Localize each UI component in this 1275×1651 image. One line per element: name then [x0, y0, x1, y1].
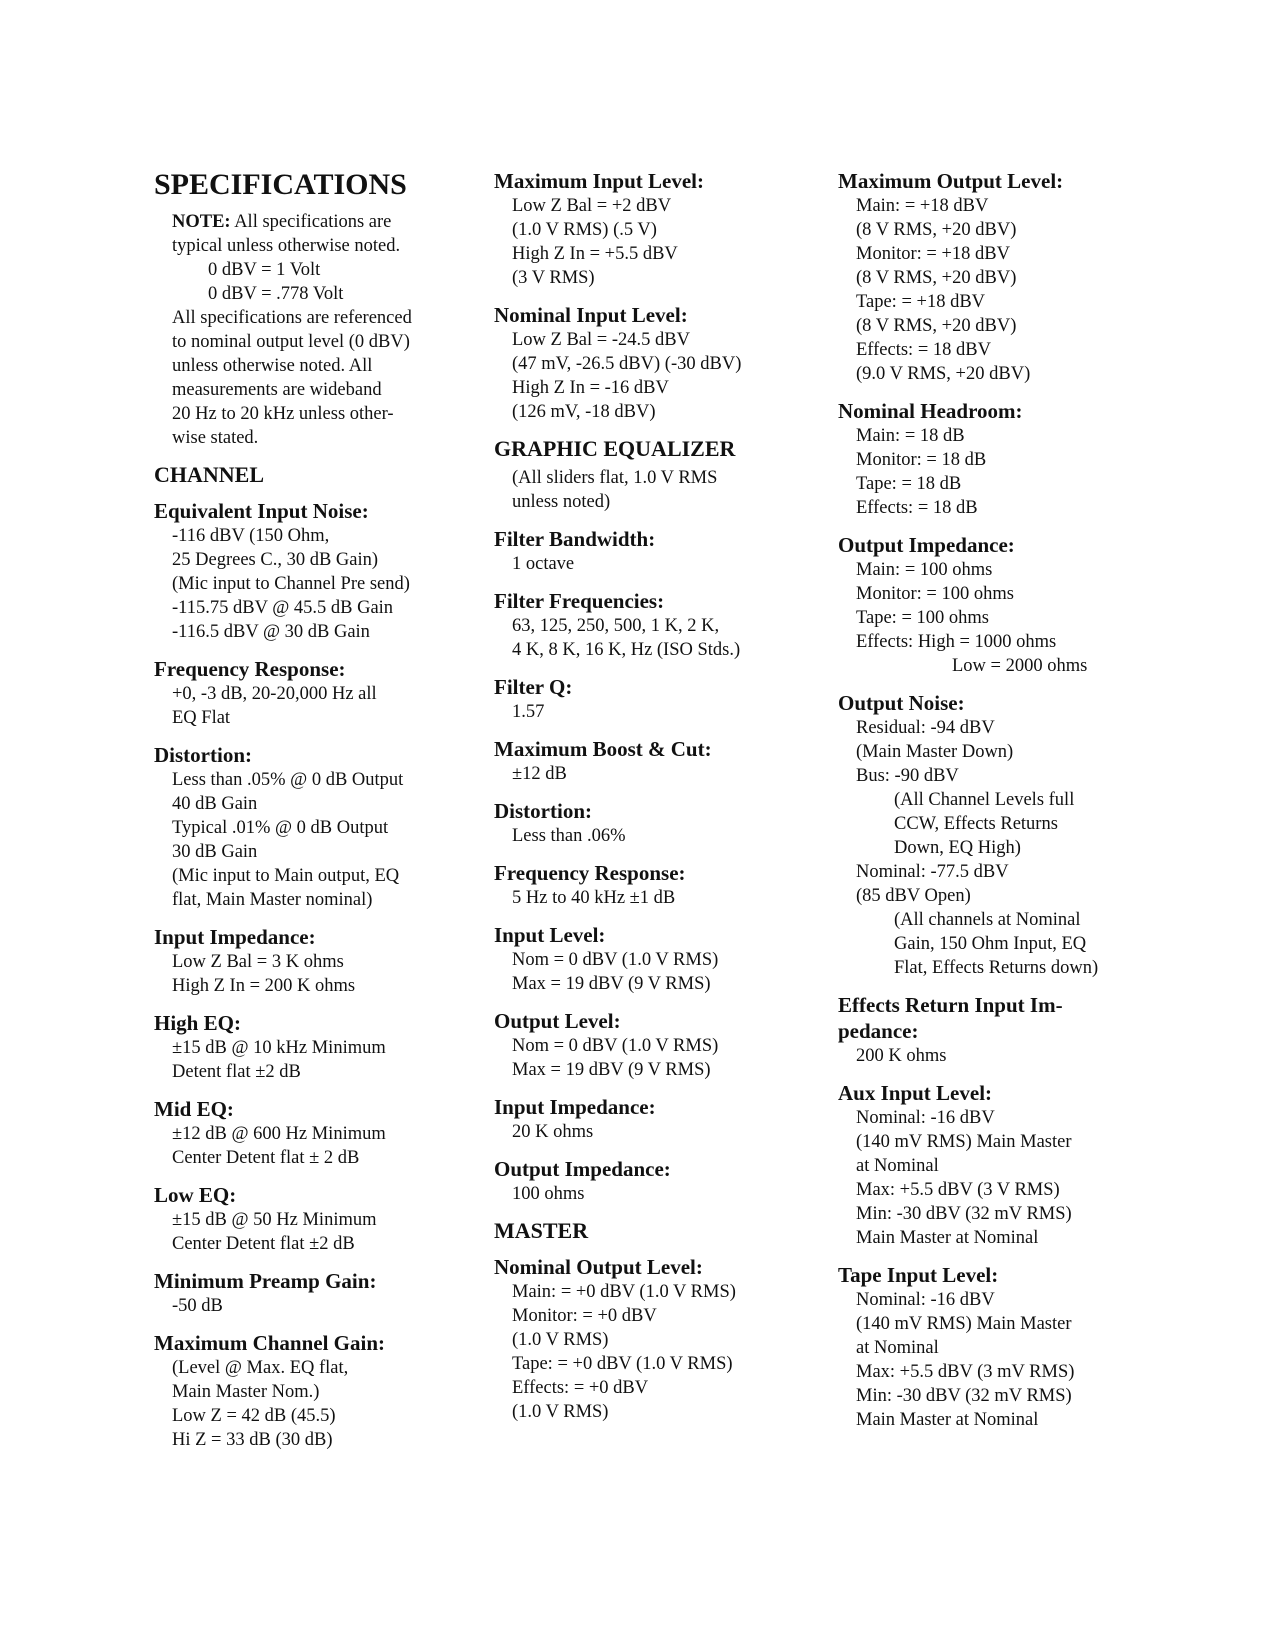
spec-value-line: 1.57	[512, 702, 545, 722]
spec-title: Frequency Response:	[494, 861, 686, 885]
spec-block	[154, 1010, 464, 1084]
note-line: 0 dBV = .778 Volt	[208, 284, 344, 304]
note-line: 0 dBV = 1 Volt	[208, 260, 321, 280]
spec-block	[494, 922, 824, 996]
spec-block	[838, 398, 1138, 520]
spec-value-line: Main: = 100 ohms	[856, 560, 993, 580]
spec-value-line: -116 dBV (150 Ohm,	[172, 526, 330, 546]
spec-title: Filter Q:	[494, 675, 573, 699]
spec-value-line: (140 mV RMS) Main Master	[856, 1132, 1072, 1152]
spec-title: Effects Return Input Im-	[838, 993, 1063, 1017]
spec-title: Nominal Headroom:	[838, 399, 1023, 423]
spec-value-line: Low Z = 42 dB (45.5)	[172, 1406, 336, 1426]
spec-value-line: (8 V RMS, +20 dBV)	[856, 220, 1017, 240]
spec-values	[838, 1288, 1138, 1432]
spec-value-line: Nominal: -16 dBV	[856, 1108, 995, 1128]
spec-value-line: Bus: -90 dBV	[856, 766, 959, 786]
spec-title: Nominal Output Level:	[494, 1255, 703, 1279]
spec-value-line: 5 Hz to 40 kHz ±1 dB	[512, 888, 676, 908]
column-right	[838, 168, 1138, 1444]
spec-values	[838, 1044, 1138, 1068]
spec-title: Output Noise:	[838, 691, 965, 715]
eq-note-line: (All sliders flat, 1.0 V RMS	[512, 468, 718, 488]
spec-values	[154, 682, 464, 730]
spec-value-line: (All channels at Nominal	[894, 910, 1081, 930]
spec-value-line: 4 K, 8 K, 16 K, Hz (ISO Stds.)	[512, 640, 741, 660]
spec-title: Maximum Boost & Cut:	[494, 737, 712, 761]
spec-value-line: Tape: = 18 dB	[856, 474, 962, 494]
spec-values	[154, 524, 464, 644]
spec-block	[154, 1182, 464, 1256]
spec-value-line: 40 dB Gain	[172, 794, 258, 814]
spec-block	[154, 1268, 464, 1318]
spec-value-line: Effects: = 18 dB	[856, 498, 978, 518]
spec-values	[154, 1036, 464, 1084]
spec-value-line: Less than .06%	[512, 826, 626, 846]
spec-values	[494, 762, 824, 786]
spec-value-line: Nom = 0 dBV (1.0 V RMS)	[512, 1036, 719, 1056]
spec-value-line: Less than .05% @ 0 dB Output	[172, 770, 404, 790]
spec-block	[494, 860, 824, 910]
spec-value-line: Main Master at Nominal	[856, 1410, 1039, 1430]
spec-values	[494, 1182, 824, 1206]
spec-value-line: flat, Main Master nominal)	[172, 890, 373, 910]
spec-title: Output Impedance:	[838, 533, 1015, 557]
spec-block	[838, 690, 1138, 980]
spec-values	[838, 716, 1138, 980]
spec-value-line: Main: = 18 dB	[856, 426, 965, 446]
spec-values	[838, 194, 1138, 386]
spec-title: Filter Frequencies:	[494, 589, 665, 613]
spec-title: Input Level:	[494, 923, 606, 947]
spec-block	[838, 168, 1138, 386]
spec-value-line: Effects: = +0 dBV	[512, 1378, 649, 1398]
spec-value-line: (126 mV, -18 dBV)	[512, 402, 656, 422]
spec-block	[494, 302, 824, 424]
spec-values	[154, 1356, 464, 1452]
spec-value-line: Effects: High = 1000 ohms	[856, 632, 1057, 652]
spec-list	[838, 168, 1138, 1432]
note-line: to nominal output level (0 dBV)	[172, 332, 410, 352]
spec-block	[494, 588, 824, 662]
spec-value-line: at Nominal	[856, 1338, 939, 1358]
spec-value-line: Residual: -94 dBV	[856, 718, 995, 738]
spec-list	[494, 168, 824, 424]
spec-values	[494, 886, 824, 910]
spec-values	[154, 768, 464, 912]
spec-title: Mid EQ:	[154, 1097, 234, 1121]
page-title: SPECIFICATIONS	[154, 168, 407, 201]
spec-values	[494, 1034, 824, 1082]
spec-block	[838, 992, 1138, 1068]
spec-title: Maximum Output Level:	[838, 169, 1064, 193]
spec-title: pedance:	[838, 1019, 919, 1043]
spec-title: Input Impedance:	[154, 925, 316, 949]
spec-values	[838, 1106, 1138, 1250]
spec-value-line: ±15 dB @ 50 Hz Minimum	[172, 1210, 377, 1230]
spec-value-line: (1.0 V RMS) (.5 V)	[512, 220, 657, 240]
spec-title: Equivalent Input Noise:	[154, 499, 369, 523]
spec-block	[494, 168, 824, 290]
spec-value-line: 1 octave	[512, 554, 575, 574]
spec-value-line: Max = 19 dBV (9 V RMS)	[512, 974, 711, 994]
spec-value-line: (1.0 V RMS)	[512, 1402, 609, 1422]
spec-value-line: Low Z Bal = 3 K ohms	[172, 952, 344, 972]
spec-value-line: ±15 dB @ 10 kHz Minimum	[172, 1038, 386, 1058]
spec-block	[494, 1156, 824, 1206]
spec-title: Maximum Channel Gain:	[154, 1331, 386, 1355]
spec-value-line: Typical .01% @ 0 dB Output	[172, 818, 389, 838]
spec-value-line: High Z In = -16 dBV	[512, 378, 669, 398]
spec-value-line: 20 K ohms	[512, 1122, 594, 1142]
spec-title: Filter Bandwidth:	[494, 527, 656, 551]
eq-note	[494, 466, 824, 514]
spec-value-line: (All Channel Levels full	[894, 790, 1075, 810]
spec-block	[494, 674, 824, 724]
spec-value-line: (47 mV, -26.5 dBV) (-30 dBV)	[512, 354, 742, 374]
spec-block	[494, 1094, 824, 1144]
spec-value-line: Max: +5.5 dBV (3 mV RMS)	[856, 1362, 1075, 1382]
note-line: wise stated.	[172, 428, 259, 448]
spec-block	[154, 1096, 464, 1170]
spec-value-line: Down, EQ High)	[894, 838, 1021, 858]
note-line: unless otherwise noted. All	[172, 356, 373, 376]
spec-values	[154, 950, 464, 998]
spec-value-line: Main: = +18 dBV	[856, 196, 989, 216]
spec-values	[494, 614, 824, 662]
spec-value-line: 100 ohms	[512, 1184, 585, 1204]
spec-block	[154, 742, 464, 912]
spec-values	[494, 700, 824, 724]
spec-value-line: Max: +5.5 dBV (3 V RMS)	[856, 1180, 1060, 1200]
spec-values	[494, 1280, 824, 1424]
spec-value-line: Low Z Bal = -24.5 dBV	[512, 330, 690, 350]
spec-list	[154, 498, 464, 1452]
spec-value-line: High Z In = +5.5 dBV	[512, 244, 678, 264]
spec-value-line: Tape: = +0 dBV (1.0 V RMS)	[512, 1354, 733, 1374]
spec-value-line: -50 dB	[172, 1296, 223, 1316]
spec-value-line: Main: = +0 dBV (1.0 V RMS)	[512, 1282, 736, 1302]
spec-value-line: 200 K ohms	[856, 1046, 947, 1066]
spec-value-line: Hi Z = 33 dB (30 dB)	[172, 1430, 333, 1450]
spec-block	[838, 1262, 1138, 1432]
note-block	[154, 210, 464, 450]
spec-block	[154, 656, 464, 730]
spec-title: Output Level:	[494, 1009, 621, 1033]
spec-value-line: -115.75 dBV @ 45.5 dB Gain	[172, 598, 394, 618]
spec-value-line: EQ Flat	[172, 708, 231, 728]
section-heading-channel: CHANNEL	[154, 462, 265, 487]
spec-title: High EQ:	[154, 1011, 241, 1035]
spec-values	[838, 558, 1138, 678]
note-text: All specifications are	[230, 212, 392, 232]
spec-value-line: (Mic input to Channel Pre send)	[172, 574, 410, 594]
spec-values	[494, 1120, 824, 1144]
spec-value-line: Center Detent flat ± 2 dB	[172, 1148, 360, 1168]
spec-block	[494, 526, 824, 576]
note-line: 20 Hz to 20 kHz unless other-	[172, 404, 394, 424]
spec-title: Maximum Input Level:	[494, 169, 704, 193]
spec-value-line: Monitor: = +0 dBV	[512, 1306, 657, 1326]
spec-values	[154, 1208, 464, 1256]
spec-value-line: (Mic input to Main output, EQ	[172, 866, 400, 886]
spec-block	[838, 532, 1138, 678]
spec-value-line: Nominal: -16 dBV	[856, 1290, 995, 1310]
spec-value-line: High Z In = 200 K ohms	[172, 976, 356, 996]
spec-value-line: (1.0 V RMS)	[512, 1330, 609, 1350]
spec-value-line: Monitor: = 100 ohms	[856, 584, 1014, 604]
column-middle	[494, 168, 824, 1436]
spec-title: Distortion:	[494, 799, 592, 823]
section-heading-graphic-equalizer: GRAPHIC EQUALIZER	[494, 436, 736, 461]
spec-value-line: Low Z Bal = +2 dBV	[512, 196, 672, 216]
spec-block	[154, 1330, 464, 1452]
note-line: measurements are wideband	[172, 380, 382, 400]
spec-value-line: (8 V RMS, +20 dBV)	[856, 316, 1017, 336]
spec-value-line: Min: -30 dBV (32 mV RMS)	[856, 1386, 1072, 1406]
spec-title: Minimum Preamp Gain:	[154, 1269, 377, 1293]
spec-title: Low EQ:	[154, 1183, 237, 1207]
note-line: typical unless otherwise noted.	[172, 236, 401, 256]
spec-title: Distortion:	[154, 743, 252, 767]
spec-values	[494, 552, 824, 576]
spec-value-line: at Nominal	[856, 1156, 939, 1176]
spec-block	[494, 736, 824, 786]
spec-value-line: Gain, 150 Ohm Input, EQ	[894, 934, 1087, 954]
note-line	[172, 210, 464, 234]
spec-value-line: -116.5 dBV @ 30 dB Gain	[172, 622, 370, 642]
spec-values	[494, 328, 824, 424]
note-line: All specifications are referenced	[172, 308, 412, 328]
spec-value-line: (9.0 V RMS, +20 dBV)	[856, 364, 1031, 384]
spec-title: Frequency Response:	[154, 657, 346, 681]
note-label: NOTE:	[172, 212, 231, 232]
spec-value-line: Max = 19 dBV (9 V RMS)	[512, 1060, 711, 1080]
spec-values	[494, 948, 824, 996]
spec-list	[494, 1254, 824, 1424]
spec-values	[494, 824, 824, 848]
section-heading-master: MASTER	[494, 1218, 589, 1243]
spec-title: Output Impedance:	[494, 1157, 671, 1181]
spec-values	[838, 424, 1138, 520]
spec-title: Aux Input Level:	[838, 1081, 993, 1105]
spec-value-line: +0, -3 dB, 20-20,000 Hz all	[172, 684, 377, 704]
spec-value-line: ±12 dB @ 600 Hz Minimum	[172, 1124, 386, 1144]
spec-value-line: Nominal: -77.5 dBV	[856, 862, 1009, 882]
spec-value-line: Main Master at Nominal	[856, 1228, 1039, 1248]
spec-value-line: Tape: = 100 ohms	[856, 608, 989, 628]
spec-block	[838, 1080, 1138, 1250]
spec-value-line: 30 dB Gain	[172, 842, 258, 862]
spec-value-line: (Level @ Max. EQ flat,	[172, 1358, 349, 1378]
spec-values	[494, 194, 824, 290]
spec-block	[154, 498, 464, 644]
spec-value-line: Min: -30 dBV (32 mV RMS)	[856, 1204, 1072, 1224]
eq-note-line: unless noted)	[512, 492, 611, 512]
spec-block	[494, 798, 824, 848]
spec-title: Tape Input Level:	[838, 1263, 999, 1287]
spec-value-line: Effects: = 18 dBV	[856, 340, 991, 360]
spec-list	[494, 526, 824, 1206]
spec-value-line: Detent flat ±2 dB	[172, 1062, 301, 1082]
spec-title: Nominal Input Level:	[494, 303, 688, 327]
spec-title: Input Impedance:	[494, 1095, 656, 1119]
spec-value-line: CCW, Effects Returns	[894, 814, 1058, 834]
spec-value-line: (3 V RMS)	[512, 268, 595, 288]
spec-value-line: Monitor: = +18 dBV	[856, 244, 1010, 264]
spec-value-line: Monitor: = 18 dB	[856, 450, 987, 470]
column-left	[154, 168, 464, 1464]
spec-block	[494, 1008, 824, 1082]
spec-value-line: Nom = 0 dBV (1.0 V RMS)	[512, 950, 719, 970]
spec-value-line: Main Master Nom.)	[172, 1382, 320, 1402]
spec-value-line: (140 mV RMS) Main Master	[856, 1314, 1072, 1334]
spec-values	[154, 1294, 464, 1318]
spec-value-line: 63, 125, 250, 500, 1 K, 2 K,	[512, 616, 720, 636]
spec-values	[154, 1122, 464, 1170]
spec-value-line: 25 Degrees C., 30 dB Gain)	[172, 550, 379, 570]
spec-value-line: (85 dBV Open)	[856, 886, 971, 906]
spec-value-line: Low = 2000 ohms	[952, 656, 1088, 676]
spec-value-line: ±12 dB	[512, 764, 567, 784]
spec-value-line: (8 V RMS, +20 dBV)	[856, 268, 1017, 288]
spec-block	[494, 1254, 824, 1424]
spec-value-line: Center Detent flat ±2 dB	[172, 1234, 355, 1254]
spec-block	[154, 924, 464, 998]
spec-value-line: (Main Master Down)	[856, 742, 1014, 762]
spec-value-line: Flat, Effects Returns down)	[894, 958, 1099, 978]
spec-value-line: Tape: = +18 dBV	[856, 292, 986, 312]
